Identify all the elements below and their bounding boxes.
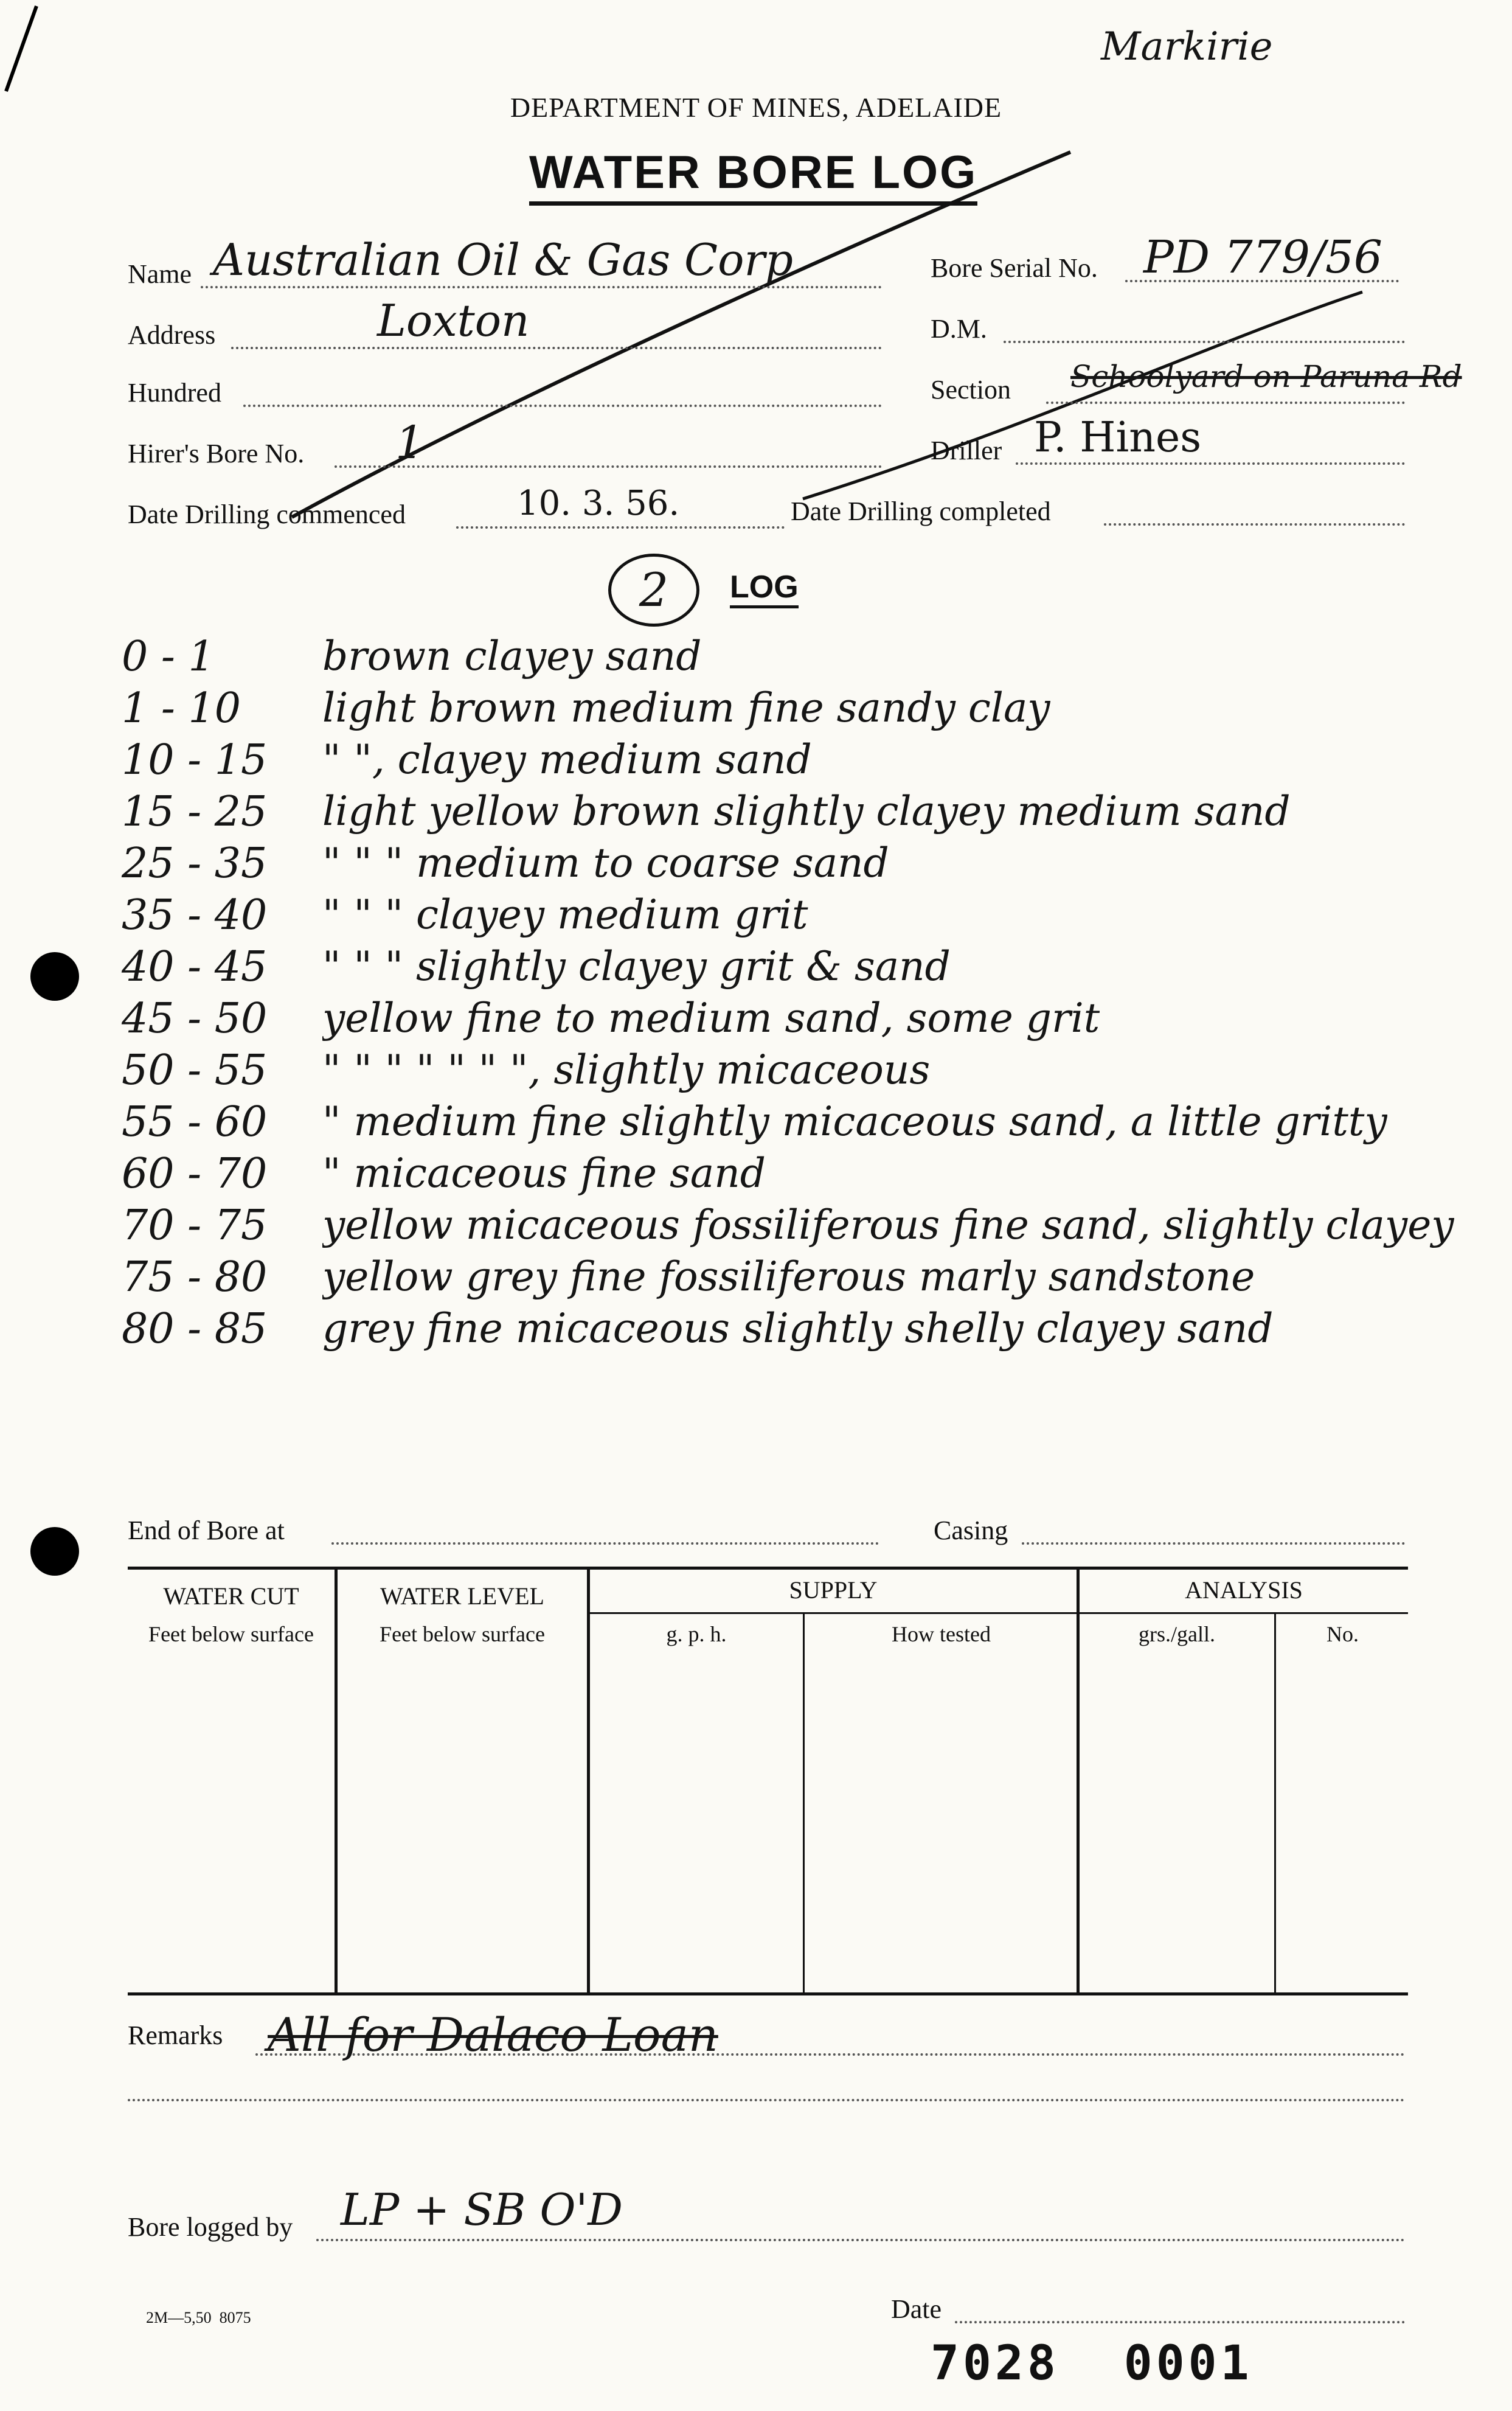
document-number: 7028 0001 [931, 2336, 1253, 2391]
log-description-1: light brown medium fine sandy clay [322, 684, 1050, 731]
analysis-header: ANALYSIS [1185, 1576, 1303, 1604]
bore-logged-by-line [316, 2239, 1405, 2241]
date-completed-label: Date Drilling completed [791, 496, 1051, 526]
log-depth-1: 1 - 10 [122, 684, 241, 732]
section-value-text: Schoolyard on Paruna Rd [1070, 359, 1462, 394]
log-depth-13: 80 - 85 [122, 1305, 268, 1353]
log-depth-6: 40 - 45 [122, 943, 268, 991]
log-depth-7: 45 - 50 [122, 995, 268, 1043]
log-depth-10: 60 - 70 [122, 1150, 268, 1198]
name-value: Australian Oil & Gas Corp [213, 234, 793, 285]
hundred-label: Hundred [128, 378, 221, 408]
how-tested-header: How tested [892, 1622, 991, 1646]
remarks-value: All for Dalaco Loan [268, 2008, 718, 2062]
log-depth-3: 15 - 25 [122, 788, 268, 836]
log-description-4: " " " medium to coarse sand [322, 840, 889, 886]
log-depth-0: 0 - 1 [122, 633, 215, 681]
analysis-subdivider [1274, 1612, 1276, 1992]
dm-label: D.M. [931, 314, 987, 344]
analysis-no-header: No. [1326, 1622, 1359, 1646]
corner-note: Markirie [1101, 24, 1273, 69]
water-cut-header: WATER CUT [163, 1582, 299, 1610]
table-top-rule [128, 1567, 1408, 1570]
driller-value: P. Hines [1034, 414, 1202, 462]
form-title: WATER BORE LOG [529, 146, 977, 206]
address-value: Loxton [377, 295, 530, 346]
water-level-subheader: Feet below surface [380, 1622, 545, 1646]
department-heading: DEPARTMENT OF MINES, ADELAIDE [510, 92, 1002, 123]
date-commenced-line [456, 526, 785, 529]
supply-header: SUPPLY [789, 1576, 878, 1604]
date-label: Date [891, 2294, 942, 2324]
log-heading: LOG [730, 569, 799, 608]
address-line [231, 347, 882, 349]
date-completed-line [1104, 523, 1405, 526]
bore-logged-by-label: Bore logged by [128, 2212, 293, 2242]
log-circled-number [608, 554, 699, 627]
date-commenced-label: Date Drilling commenced [128, 499, 406, 529]
log-depth-8: 50 - 55 [122, 1046, 268, 1094]
log-description-13: grey fine micaceous slightly shelly clayey sand [322, 1305, 1274, 1352]
log-depth-11: 70 - 75 [122, 1202, 268, 1250]
log-description-2: " ", clayey medium sand [322, 736, 812, 783]
punch-hole-upper [30, 952, 79, 1001]
bore-logged-by-value: LP + SB O'D [341, 2184, 623, 2235]
hundred-line [243, 405, 882, 407]
water-level-header: WATER LEVEL [380, 1582, 544, 1610]
print-code: 2M—5,50 8075 [146, 2309, 251, 2326]
water-cut-subheader: Feet below surface [148, 1622, 314, 1646]
date-line [955, 2321, 1405, 2323]
remarks-line-2 [128, 2099, 1405, 2101]
hirers-bore-value: 1 [395, 417, 425, 469]
bore-serial-label: Bore Serial No. [931, 253, 1098, 283]
name-line [201, 286, 882, 288]
log-description-12: yellow grey fine fossiliferous marly sandstone [322, 1253, 1255, 1300]
log-depth-9: 55 - 60 [122, 1098, 268, 1146]
supply-underline [590, 1612, 1077, 1614]
log-description-8: " " " " " " ", slightly micaceous [322, 1046, 931, 1093]
log-depth-12: 75 - 80 [122, 1253, 268, 1301]
section-label: Section [931, 375, 1011, 405]
log-description-7: yellow fine to medium sand, some grit [322, 995, 1100, 1042]
address-label: Address [128, 320, 216, 350]
name-label: Name [128, 259, 192, 289]
log-description-11: yellow micaceous fossiliferous fine sand, slightly clayey [322, 1202, 1454, 1248]
section-line [1046, 402, 1405, 404]
log-description-9: " medium fine slightly micaceous sand, a little gritty [322, 1098, 1387, 1145]
table-bottom-rule [128, 1992, 1408, 1995]
analysis-underline [1080, 1612, 1408, 1614]
gph-header: g. p. h. [666, 1622, 727, 1646]
casing-line [1022, 1542, 1405, 1545]
log-description-3: light yellow brown slightly clayey medium sand [322, 788, 1291, 835]
log-description-6: " " " slightly clayey grit & sand [322, 943, 951, 990]
log-depth-5: 35 - 40 [122, 891, 268, 939]
punch-hole-lower [30, 1527, 79, 1576]
section-value [1070, 359, 1462, 394]
log-circled-number-text: 2 [639, 563, 669, 617]
driller-line [1016, 462, 1405, 465]
log-depth-2: 10 - 15 [122, 736, 268, 784]
supply-subdivider [803, 1612, 805, 1992]
casing-label: Casing [934, 1515, 1008, 1545]
log-description-10: " micaceous fine sand [322, 1150, 766, 1197]
date-commenced-value: 10. 3. 56. [517, 484, 680, 523]
remarks-label: Remarks [128, 2020, 223, 2050]
grs-gall-header: grs./gall. [1139, 1622, 1215, 1646]
hirers-bore-label: Hirer's Bore No. [128, 439, 305, 468]
log-depth-4: 25 - 35 [122, 840, 268, 888]
end-of-bore-label: End of Bore at [128, 1515, 285, 1545]
bore-serial-value: PD 779/56 [1143, 231, 1382, 284]
log-description-5: " " " clayey medium grit [322, 891, 808, 938]
driller-label: Driller [931, 436, 1002, 465]
dm-line [1004, 341, 1405, 343]
log-description-0: brown clayey sand [322, 633, 702, 680]
end-of-bore-line [331, 1542, 879, 1545]
